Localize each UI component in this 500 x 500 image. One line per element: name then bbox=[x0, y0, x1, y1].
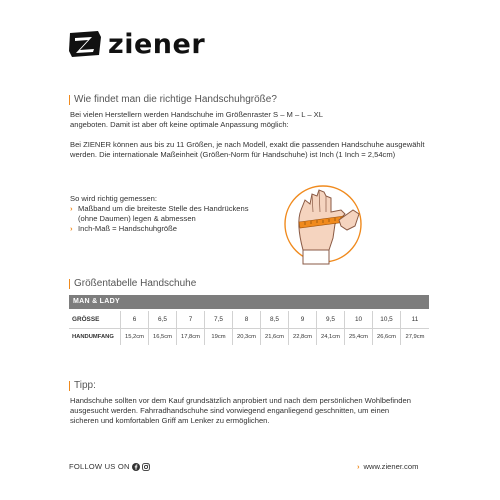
size-cell: 6 bbox=[121, 311, 149, 328]
instagram-icon[interactable] bbox=[142, 463, 150, 471]
size-cell: 9 bbox=[289, 311, 317, 328]
circumference-cell: 22,8cm bbox=[289, 328, 317, 345]
circumference-cell: 24,1cm bbox=[317, 328, 345, 345]
text-line: (ohne Daumen) legen & abmessen bbox=[78, 214, 196, 223]
size-cell: 8 bbox=[233, 311, 261, 328]
size-cell: 10 bbox=[345, 311, 373, 328]
size-cell: 8,5 bbox=[261, 311, 289, 328]
tip-heading bbox=[69, 380, 96, 391]
intro-heading bbox=[69, 94, 277, 105]
row-label-circumference: HANDUMFANG bbox=[69, 328, 121, 345]
size-table-heading-text: Größentabelle Handschuhe bbox=[74, 278, 197, 289]
howto-bullet-2 bbox=[70, 224, 280, 234]
intro-paragraph-2 bbox=[70, 140, 450, 160]
follow-label: FOLLOW US ON bbox=[69, 462, 130, 471]
brand-wordmark: ziener bbox=[108, 28, 206, 60]
size-cell: 6,5 bbox=[149, 311, 177, 328]
circumference-cell: 20,3cm bbox=[233, 328, 261, 345]
size-table-heading bbox=[69, 278, 196, 289]
size-cell: 10,5 bbox=[373, 311, 401, 328]
website-url[interactable]: www.ziener.com bbox=[363, 462, 419, 471]
table-section-label: MAN & LADY bbox=[69, 295, 429, 309]
size-cell: 7,5 bbox=[205, 311, 233, 328]
chevron-right-icon: › bbox=[357, 462, 360, 471]
circumference-cell: 15,2cm bbox=[121, 328, 149, 345]
text-line: sicheren und komfortablen Griff am Lenker zu ermöglichen. bbox=[70, 416, 270, 425]
size-cell: 9,5 bbox=[317, 311, 345, 328]
circumference-cell: 16,5cm bbox=[149, 328, 177, 345]
intro-heading-text: Wie findet man die richtige Handschuhgröße? bbox=[74, 94, 277, 105]
accent-bar bbox=[69, 279, 70, 289]
text-line: Maßband um die breiteste Stelle des Handrückens bbox=[78, 204, 249, 213]
text-line: ausgesucht werden. Fahrradhandschuhe sind vorwiegend enganliegend geschnitten, um einen bbox=[70, 406, 390, 415]
circumference-cell: 19cm bbox=[205, 328, 233, 345]
size-table bbox=[69, 311, 429, 345]
size-cell: 11 bbox=[411, 316, 419, 323]
circumference-cell: 21,6cm bbox=[261, 328, 289, 345]
size-cell: 7 bbox=[177, 311, 205, 328]
circumference-cell: 27,9cm bbox=[401, 328, 429, 345]
text-line: angeboten. Damit ist aber oft keine optimale Anpassung möglich: bbox=[70, 120, 289, 129]
text-line: Inch-Maß = Handschuhgröße bbox=[78, 224, 177, 233]
facebook-icon[interactable] bbox=[132, 463, 140, 471]
text-line: Bei vielen Herstellern werden Handschuhe im Größenraster S – M – L – XL bbox=[70, 110, 323, 119]
howto-bullet-1 bbox=[70, 204, 280, 224]
accent-bar bbox=[69, 381, 70, 391]
text-line: Handschuhe sollten vor dem Kauf grundsätzlich anprobiert und nach dem persönlichen Wohlbefinden bbox=[70, 396, 411, 405]
brand-logo bbox=[68, 26, 205, 62]
accent-bar bbox=[69, 95, 70, 105]
table-row-sizes bbox=[69, 311, 429, 328]
howto-title: So wird richtig gemessen: bbox=[70, 194, 157, 203]
text-line: werden. Die internationale Maßeinheit (Größen-Norm für Handschuhe) ist Inch (1 Inch = 2,54cm) bbox=[70, 150, 396, 159]
hand-measuring-tape-icon bbox=[283, 180, 363, 265]
tip-paragraph bbox=[70, 396, 460, 426]
circumference-cell: 25,4cm bbox=[345, 328, 373, 345]
row-label-size: GRÖSSE bbox=[69, 311, 121, 328]
intro-paragraph-1 bbox=[70, 110, 440, 130]
table-row-circumference bbox=[69, 328, 429, 345]
chevron-right-icon: › bbox=[70, 204, 73, 213]
website-link[interactable] bbox=[357, 462, 418, 471]
ziener-emblem-icon bbox=[68, 29, 102, 59]
measuring-instructions bbox=[70, 194, 280, 234]
tip-heading-text: Tipp: bbox=[74, 380, 96, 391]
circumference-cell: 17,8cm bbox=[177, 328, 205, 345]
text-line: Bei ZIENER können aus bis zu 11 Größen, je nach Modell, exakt die passenden Handschuhe ausgewählt bbox=[70, 140, 425, 149]
social-follow bbox=[69, 462, 150, 471]
chevron-right-icon: › bbox=[70, 224, 73, 233]
circumference-cell: 26,6cm bbox=[373, 328, 401, 345]
